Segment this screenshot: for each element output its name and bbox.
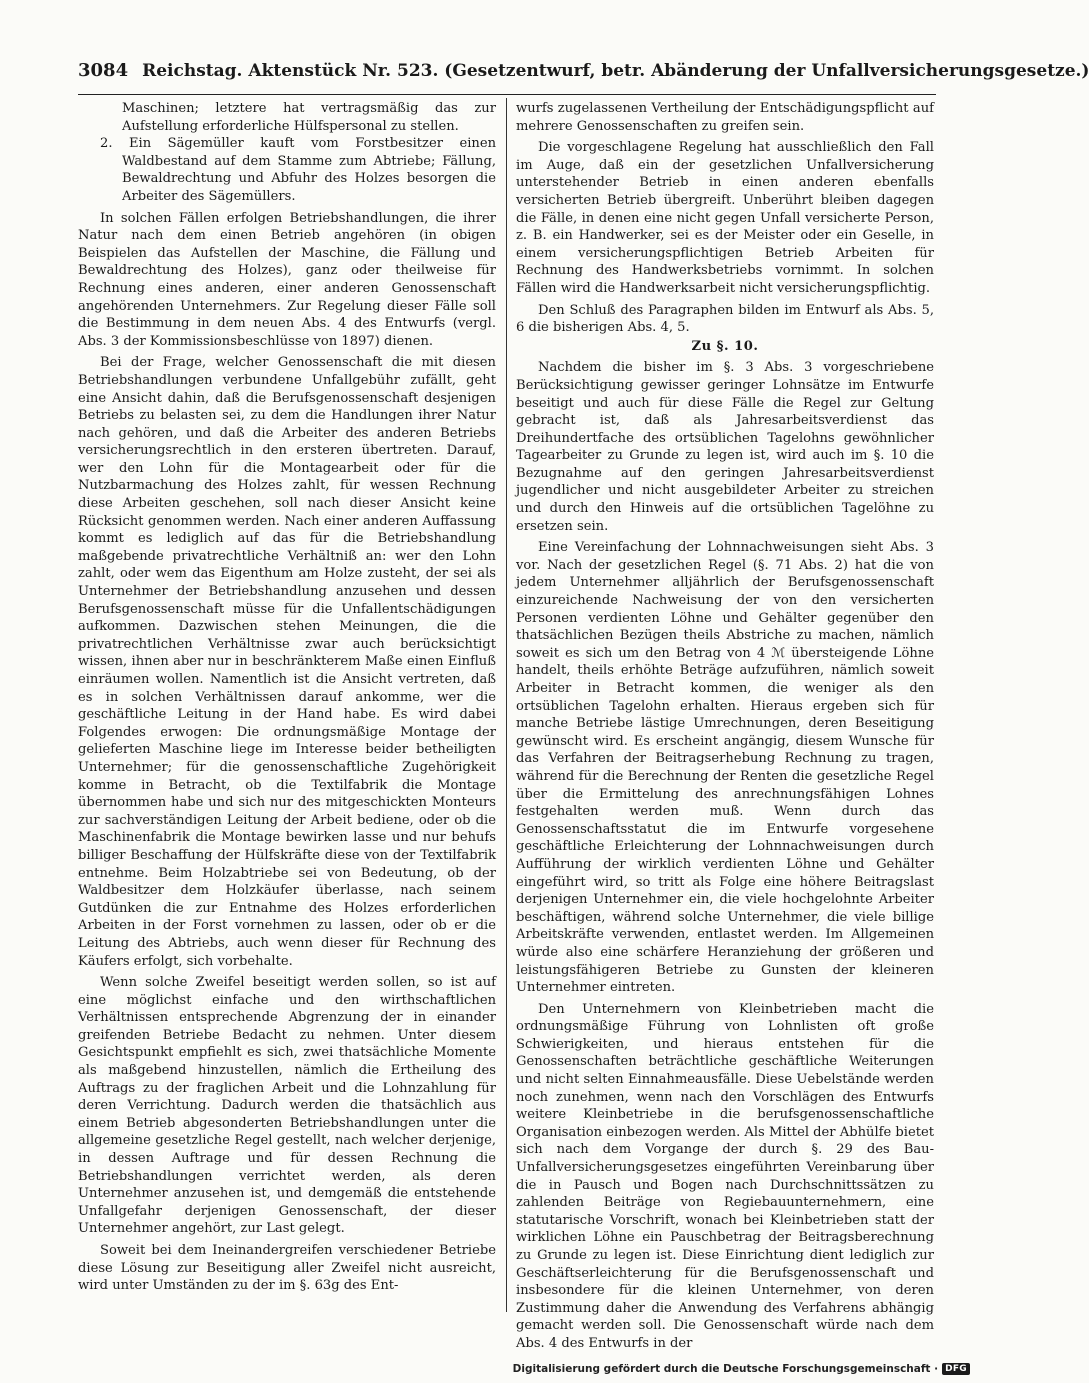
list-item-continuation: Maschinen; letztere hat vertragsmäßig das zur Aufstellung erforderliche Hülfspersonal zu stellen.	[122, 101, 496, 134]
section-heading: Zu §. 10.	[691, 338, 759, 354]
paragraph: Nachdem die bisher im §. 3 Abs. 3 vorgeschriebene Berücksichtigung gewisser geringer Lohnsätze im Entwurfe beseitigt und auch für diese Fälle die Regel zur Geltung gebracht ist, daß als Jahresarbeitsverdienst das Dreihundertfache des ortsüblichen Tagelohns gewöhnlicher Tagearbeiter zu Grunde zu legen ist, wird auch im §. 10 die Bezugnahme auf den geringen Jahresarbeitsverdienst jugendlicher und nicht ausgebildeter Arbeiter zu streichen und durch den Hinweis auf die ortsüblichen Tagelöhne zu ersetzen sein.	[516, 360, 934, 534]
page-header	[78, 60, 1089, 92]
running-title: Reichstag. Aktenstück Nr. 523. (Gesetzentwurf, betr. Abänderung der Unfallversicherungsgesetze.)	[142, 61, 1089, 81]
paragraph: Bei der Frage, welcher Genossenschaft die mit diesen Betriebshandlungen verbundene Unfallgebühr zufällt, geht eine Ansicht dahin, daß die Berufsgenossenschaft desjenigen Betriebs zu belasten sei, zu dem die Handlungen ihrer Natur nach gehören, und daß die Arbeiter des anderen Betriebs versicherungsrechtlich in den ersteren übertreten. Darauf, wer den Lohn für die Montagearbeit oder für die Nutzbarmachung des Holzes zahlt, für wessen Rechnung diese Arbeiten geschehen, soll nach dieser Ansicht keine Rücksicht genommen werden. Nach einer anderen Auffassung kommt es lediglich auf das für die Betriebshandlung maßgebende privatrechtliche Verhältniß an: wer den Lohn zahlt, oder wem das Eigenthum am Holze zusteht, der sei als Unternehmer der Betriebshandlung anzusehen und dessen Berufsgenossenschaft müsse für die Unfallentschädigungen aufkommen. Dazwischen stehen Meinungen, die die privatrechtlichen Verhältnisse zwar auch berücksichtigt wissen, ihnen aber nur in beschränkterem Maße einen Einfluß einräumen wollen. Namentlich ist die Ansicht vertreten, daß es in solchen Verhältnissen darauf ankomme, wer die geschäftliche Leitung in der Hand habe. Es wird dabei Folgendes erwogen: Die ordnungsmäßige Montage der gelieferten Maschine liege im Interesse beider betheiligten Unternehmer; für die genossenschaftliche Zugehörigkeit komme in Betracht, ob die Textilfabrik die Montage übernommen habe und sich nur des mitgeschickten Monteurs zur sachverständigen Leitung der Arbeit bediene, oder ob die Maschinenfabrik die Montage bewirken lasse und nur behufs billiger Beschaffung der Hülfskräfte diese von der Textilfabrik entnehme. Beim Holzabtriebe sei von Bedeutung, ob der Waldbesitzer dem Holzkäufer überlasse, nach seinem Gutdünken die zur Entnahme des Holzes erforderlichen Arbeiten in der Forst vornehmen zu lassen, oder ob er die Leitung des Abtriebs, auch wenn dieser für Rechnung des Käufers erfolgt, sich vorbehalte.	[78, 355, 496, 969]
column-divider	[506, 98, 507, 1312]
paragraph: Wenn solche Zweifel beseitigt werden sollen, so ist auf eine möglichst einfache und den wirthschaftlichen Verhältnissen entsprechende Abgrenzung der in einander greifenden Betriebe Bedacht zu nehmen. Unter diesem Gesichtspunkt empfiehlt es sich, zwei thatsächliche Momente als maßgebend hinzustellen, nämlich die Ertheilung des Auftrags zu der fraglichen Arbeit und die Lohnzahlung für deren Verrichtung. Dadurch werden die thatsächlich aus einem Betrieb abgesonderten Betriebshandlungen unter die allgemeine gesetzliche Regel gestellt, nach welcher derjenige, in dessen Auftrage und für dessen Rechnung die Betriebshandlungen verrichtet werden, als deren Unternehmer anzusehen ist, und demgemäß die entstehende Unfallgefahr derjenigen Genossenschaft, der dieser Unternehmer angehört, zur Last gelegt.	[78, 975, 496, 1237]
footer-credit	[513, 1360, 970, 1378]
header-rule	[78, 94, 936, 95]
dfg-logo: DFG	[942, 1363, 970, 1375]
paragraph: In solchen Fällen erfolgen Betriebshandlungen, die ihrer Natur nach dem einen Betrieb angehören (in obigen Beispielen das Aufstellen der Maschine, die Fällung und Bewaldrechtung des Holzes), ganz oder theilweise für Rechnung eines anderen, einer anderen Genossenschaft angehörenden Unternehmers. Zur Regelung dieser Fälle soll die Bestimmung in dem neuen Abs. 4 des Entwurfs (vergl. Abs. 3 der Kommissionsbeschlüsse von 1897) dienen.	[78, 210, 496, 349]
list-item-2: 2. Ein Sägemüller kauft vom Forstbesitzer einen Waldbestand auf dem Stamme zum Abtriebe; Fällung, Bewaldrechtung und Abfuhr des Holzes besorgen die Arbeiter des Sägemüllers.	[100, 136, 496, 204]
paragraph-continuation: wurfs zugelassenen Vertheilung der Entschädigungspflicht auf mehrere Genossenschaften zu greifen sein.	[516, 101, 934, 134]
page-number: 3084	[78, 60, 129, 81]
paragraph: Eine Vereinfachung der Lohnnachweisungen sieht Abs. 3 vor. Nach der gesetzlichen Regel (§. 71 Abs. 2) hat die von jedem Unternehmer alljährlich der Berufsgenossenschaft einzureichende Nachweisung der von den versicherten Personen verdienten Löhne und Gehälter gegenüber den thatsächlichen Bezügen theils Abstriche zu machen, nämlich soweit es sich um den Betrag von 4 ℳ übersteigende Löhne handelt, theils erhöhte Beträge aufzuführen, nämlich soweit Arbeiter in Betracht kommen, die weniger als den ortsüblichen Tagelohn erhalten. Hieraus ergeben sich für manche Betriebe lästige Umrechnungen, deren Beseitigung gewünscht wird. Es erscheint angängig, diesem Wunsche für das Verfahren der Beitragserhebung Rechnung zu tragen, während für die Berechnung der Renten die gesetzliche Regel über die Ermittelung des anrechnungsfähigen Lohnes festgehalten werden muß. Wenn durch das Genossenschaftsstatut die im Entwurfe vorgesehene geschäftliche Erleichterung der Lohnnachweisungen durch Aufführung der wirklich verdienten Löhne und Gehälter eingeführt wird, so tritt als Folge eine höhere Beitragslast derjenigen Unternehmer ein, die viele hochgelohnte Arbeiter beschäftigen, während solche Unternehmer, die viele billige Arbeitskräfte verwenden, entlastet werden. Im Allgemeinen würde also eine schärfere Heranziehung der größeren und leistungsfähigeren Betriebe zu Gunsten der kleineren Unternehmer eintreten.	[516, 540, 934, 996]
paragraph: Den Unternehmern von Kleinbetrieben macht die ordnungsmäßige Führung von Lohnlisten oft große Schwierigkeiten, und hieraus entstehen für die Genossenschaften beträchtliche geschäftliche Weiterungen und nicht selten Einnahmeausfälle. Diese Uebelstände werden noch zunehmen, wenn nach den Vorschlägen des Entwurfs weitere Kleinbetriebe in die berufsgenossenschaftliche Organisation einbezogen werden. Als Mittel der Abhülfe bietet sich nach dem Vorgange der durch §. 29 des Bau-Unfallversicherungsgesetzes eingeführten Vereinbarung über die in Pausch und Bogen nach Durchschnittssätzen zu zahlenden Beiträge von Regiebauunternehmern, eine statutarische Vorschrift, wonach bei Kleinbetrieben statt der wirklichen Löhne ein Pauschbetrag der Beitragsberechnung zu Grunde zu legen ist. Diese Einrichtung dient lediglich zur Geschäftserleichterung für die Berufsgenossenschaft und insbesondere für die kleinen Unternehmer, von deren Zustimmung daher die Anwendung des Verfahrens abhängig gemacht werden soll. Die Genossenschaft würde nach dem Abs. 4 des Entwurfs in der	[516, 1001, 934, 1351]
footer-text: Digitalisierung gefördert durch die Deutsche Forschungsgemeinschaft ·	[512, 1363, 939, 1375]
paragraph: Den Schluß des Paragraphen bilden im Entwurf als Abs. 5, 6 die bisherigen Abs. 4, 5.	[516, 302, 934, 336]
paragraph: Soweit bei dem Ineinandergreifen verschiedener Betriebe diese Lösung zur Beseitigung aller Zweifel nicht ausreicht, wird unter Umständen zu der im §. 63g des Ent-	[78, 1243, 496, 1294]
paragraph: Die vorgeschlagene Regelung hat ausschließlich den Fall im Auge, daß ein der gesetzlichen Unfallversicherung unterstehender Betrieb in einen anderen ebenfalls versicherten Betrieb übergreift. Unberührt bleiben dagegen die Fälle, in denen eine nicht gegen Unfall versicherte Person, z. B. ein Handwerker, sei es der Meister oder ein Geselle, in einem versicherungspflichtigen Betrieb Arbeiten für Rechnung des Handwerksbetriebs vornimmt. In solchen Fällen wird die Handwerksarbeit nicht versicherungspflichtig.	[516, 140, 934, 296]
left-column	[78, 100, 496, 1312]
right-column	[516, 100, 934, 1351]
